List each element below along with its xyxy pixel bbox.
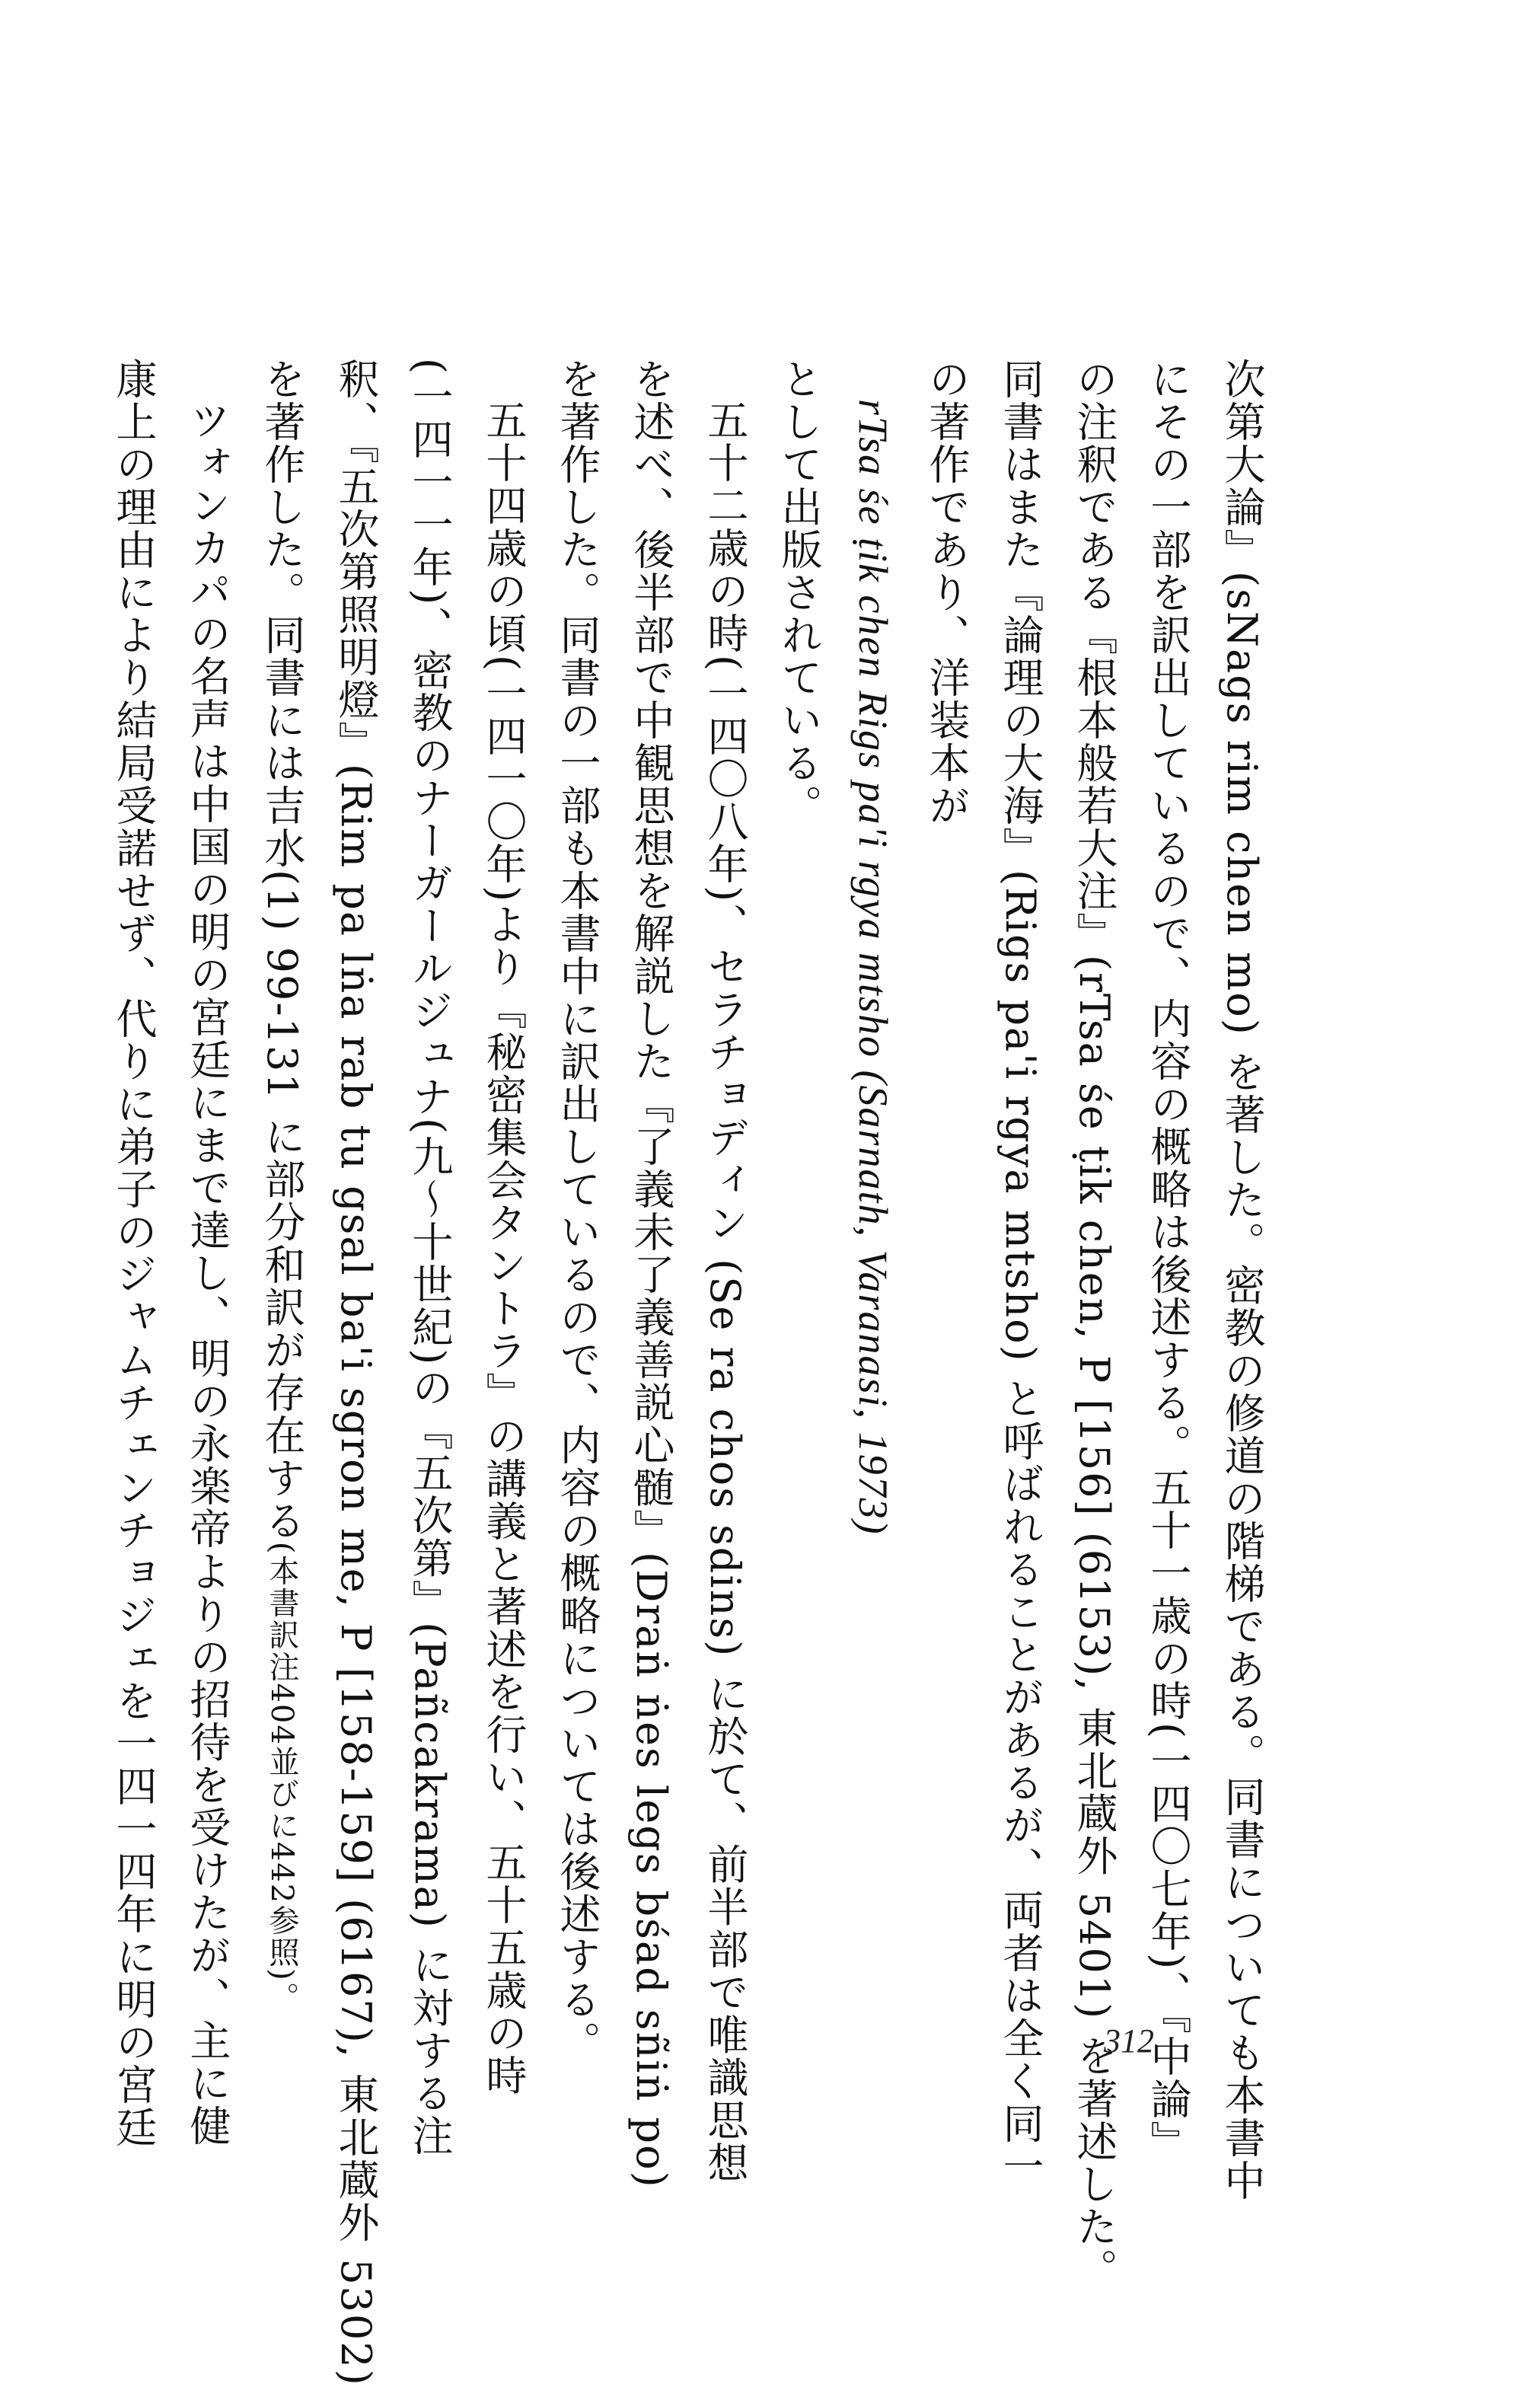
text-line-12: (一四一一年)、密教のナーガールジュナ(九～十世紀)の『五次第』(Pañcakrama) に対する注: [406, 358, 454, 2158]
reference-note: (本書訳注404並びに442参照)。: [264, 1541, 299, 2014]
text-line-11: 五十四歳の頃(一四一〇年)より『秘密集会タントラ』の講義と著述を行い、五十五歳の時: [480, 399, 528, 2098]
text-line-3: の注釈である『根本般若大注』(rTsa śe ṭik chen, P [156] (6153), 東北蔵外 5401) を著述した。: [1070, 358, 1118, 2291]
text-line-14: [244, 358, 319, 2018]
text-line-15: ツォンカパの名声は中国の明の宮廷にまで達し、明の永楽帝よりの招待を受けたが、主に健: [183, 399, 231, 2147]
text-line-8: 五十二歳の時(一四〇八年)、セラチョディン (Se ra chos sdins) に於て、前半部で唯識思想: [701, 399, 749, 2184]
text-line-7: として出版されている。: [775, 358, 823, 827]
text-line-4: 同書はまた『論理の大海』(Rigs pa'i rgya mtsho) と呼ばれることがあるが、両者は全く同一: [996, 358, 1044, 2188]
text-line-13: 釈、『五次第照明燈』(Rim pa lṅa rab tu gsal ba'i sgron me, P [158-159] (6167), 東北蔵外 5302): [332, 358, 380, 2387]
text-line-1: 次第大論』(sNags rim chen mo) を著した。密教の修道の階梯である。同書についても本書中: [1218, 358, 1266, 2202]
text-line-5: の著作であり、洋装本が: [923, 358, 971, 827]
text-line-9: を述べ、後半部で中観思想を解説した『了義未了義善説心髄』(Draṅ ṅes legs bśad sñiṅ po): [627, 358, 675, 2189]
text-line-2: にその一部を訳出しているので、内容の概略は後述する。五十一歳の時(一四〇七年)、『中論』: [1144, 358, 1192, 2164]
text-line-10: を著作した。同書の一部も本書中に訳出しているので、内容の概略については後述する。: [553, 358, 601, 2063]
book-title-line: rTsa śe ṭik chen Rigs pa'i rgya mtsho (Sarnath, Varanasi, 1973): [850, 399, 896, 1536]
text-line-16: 康上の理由により結局受諾せず、代りに弟子のジャムチェンチョジェを一四一四年に明の宮廷: [110, 358, 158, 2149]
page-number: 312: [1104, 2022, 1154, 2060]
text-line-14-main: を著作した。同書には吉水(1) 99-131 に部分和訳が存在する: [258, 358, 306, 1542]
